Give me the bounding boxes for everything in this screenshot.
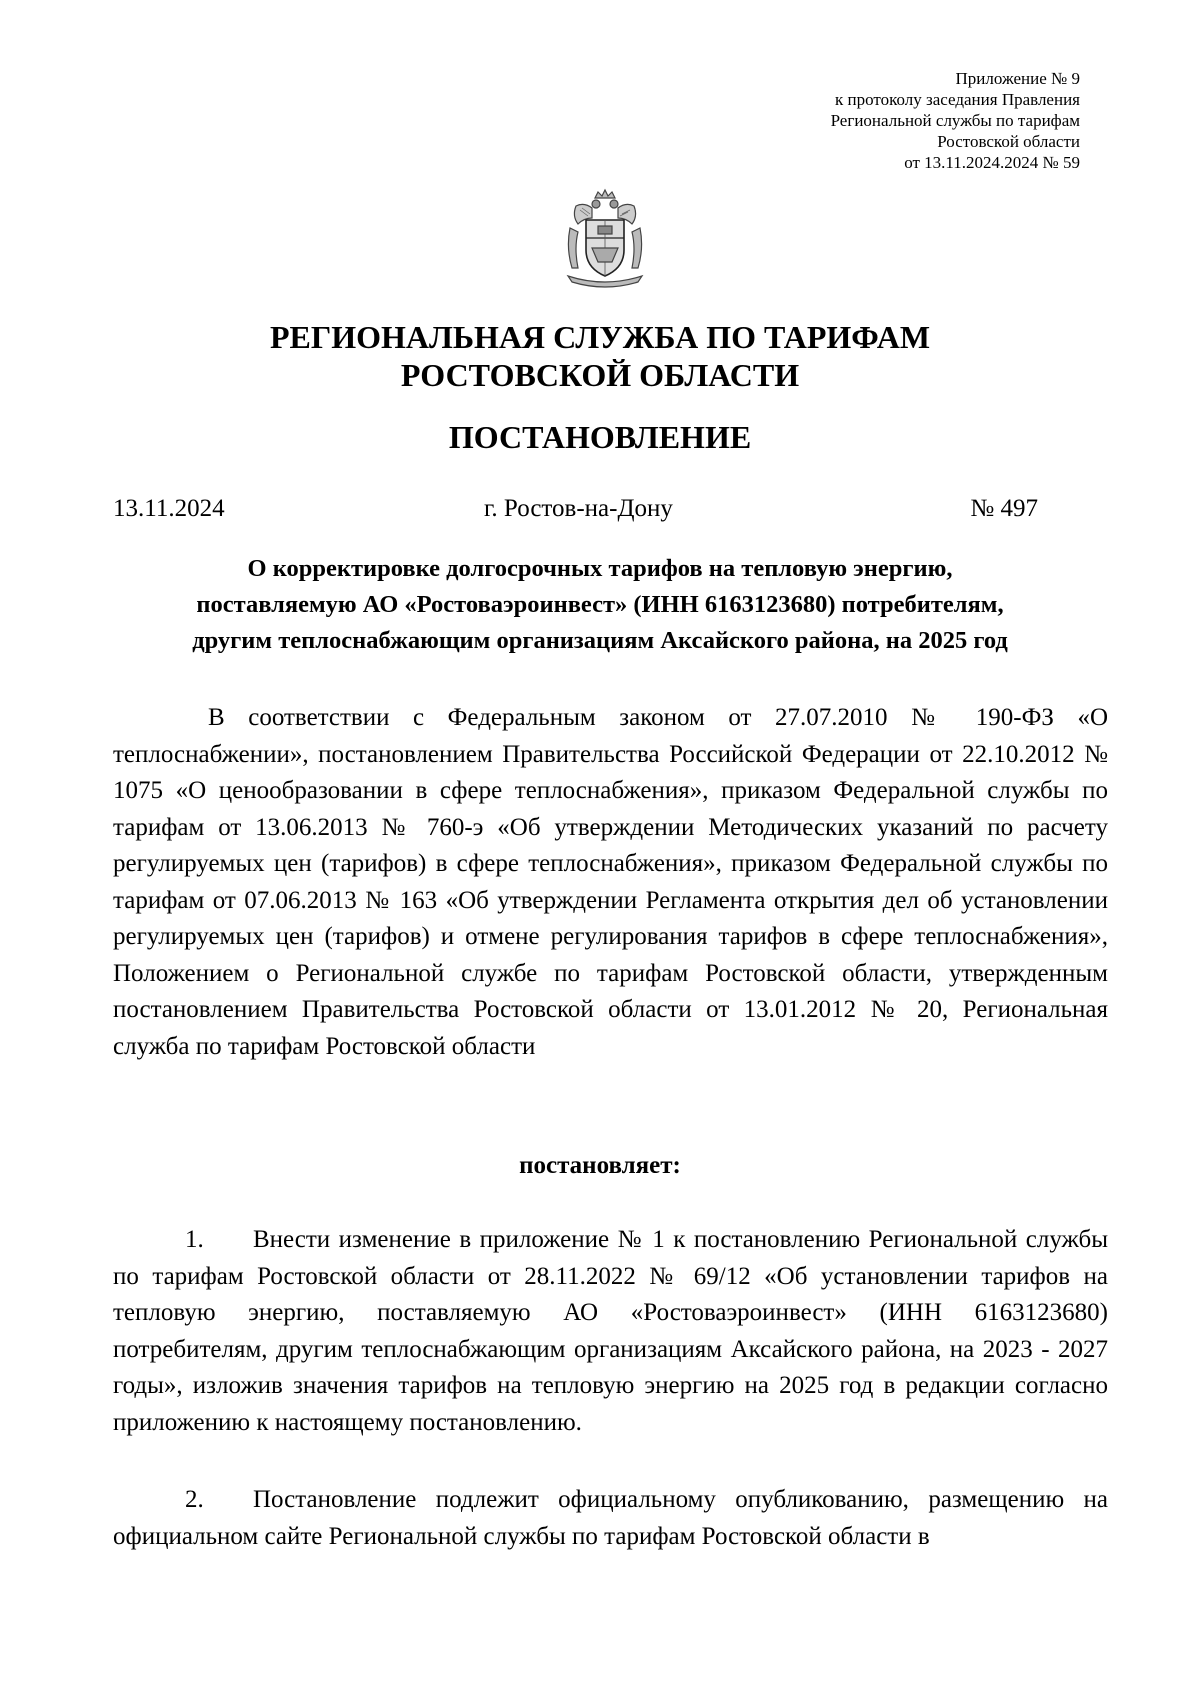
document-meta [113,493,1038,525]
clause-2 [113,1482,1108,1555]
appendix-line: к протоколу заседания Правления [835,90,1080,109]
appendix-line: Приложение № 9 [955,69,1080,88]
clause-text: Постановление подлежит официальному опубликованию, размещению на официальном сайте Региональной службы по тарифам Ростовской области в [113,1486,1108,1550]
subject-line: другим теплоснабжающим организациям Аксайского района, на 2025 год [192,627,1008,654]
appendix-line: Ростовской области [937,132,1080,151]
document-subject [115,551,1085,659]
appendix-line: от 13.11.2024.2024 № 59 [904,153,1080,172]
resolves-heading: постановляет: [519,1152,681,1179]
clause-number: 1. [185,1226,204,1253]
appendix-line: Региональной службы по тарифам [830,111,1080,130]
preamble-paragraph: В соответствии с Федеральным законом от 27.07.2010 № 190-ФЗ «О теплоснабжении», постановлением Правительства Российской Федерации от 22.10.2012 № 1075 «О ценообразовании в сфере теплоснабжения», приказом Федеральной службы по тарифам от 13.06.2013 № 760-э «Об утверждении Методических указаний по расчету регулируемых цен (тарифов) в сфере теплоснабжения», приказом Федеральной службы по тарифам от 07.06.2013 № 163 «Об утверждении Регламента открытия дел об установлении регулируемых цен (тарифов) и отмене регулирования тарифов в сфере теплоснабжения», Положением о Региональной службе по тарифам Ростовской области, утвержденным постановлением Правительства Ростовской области от 13.01.2012 № 20, Региональная служба по тарифам Ростовской области [113,704,1108,1060]
document-type: ПОСТАНОВЛЕНИЕ [448,419,752,455]
clause-1 [113,1222,1108,1441]
document-number: № 497 [970,495,1038,522]
organization-title [0,318,1200,394]
clause-number: 2. [185,1486,204,1513]
clause-text: Внести изменение в приложение № 1 к постановлению Региональной службы по тарифам Ростовской области от 28.11.2022 № 69/12 «Об установлении тарифов на тепловую энергию, поставляемую АО «Ростоваэроинвест» (ИНН 6163123680) потребителям, другим теплоснабжающим организациям Аксайского района, на 2023 - 2027 годы», изложив значения тарифов на тепловую энергию на 2025 год в редакции согласно приложению к настоящему постановлению. [113,1226,1108,1436]
coat-of-arms-icon [562,188,648,288]
organization-title-line: РОСТОВСКОЙ ОБЛАСТИ [400,357,800,393]
subject-line: О корректировке долгосрочных тарифов на тепловую энергию, [247,555,953,582]
organization-title-line: РЕГИОНАЛЬНАЯ СЛУЖБА ПО ТАРИФАМ [269,319,931,355]
appendix-note [831,68,1080,173]
document-city: г. Ростов-на-Дону [484,495,673,522]
subject-line: поставляемую АО «Ростоваэроинвест» (ИНН 6163123680) потребителям, [196,591,1004,618]
document-date: 13.11.2024 [113,495,225,522]
